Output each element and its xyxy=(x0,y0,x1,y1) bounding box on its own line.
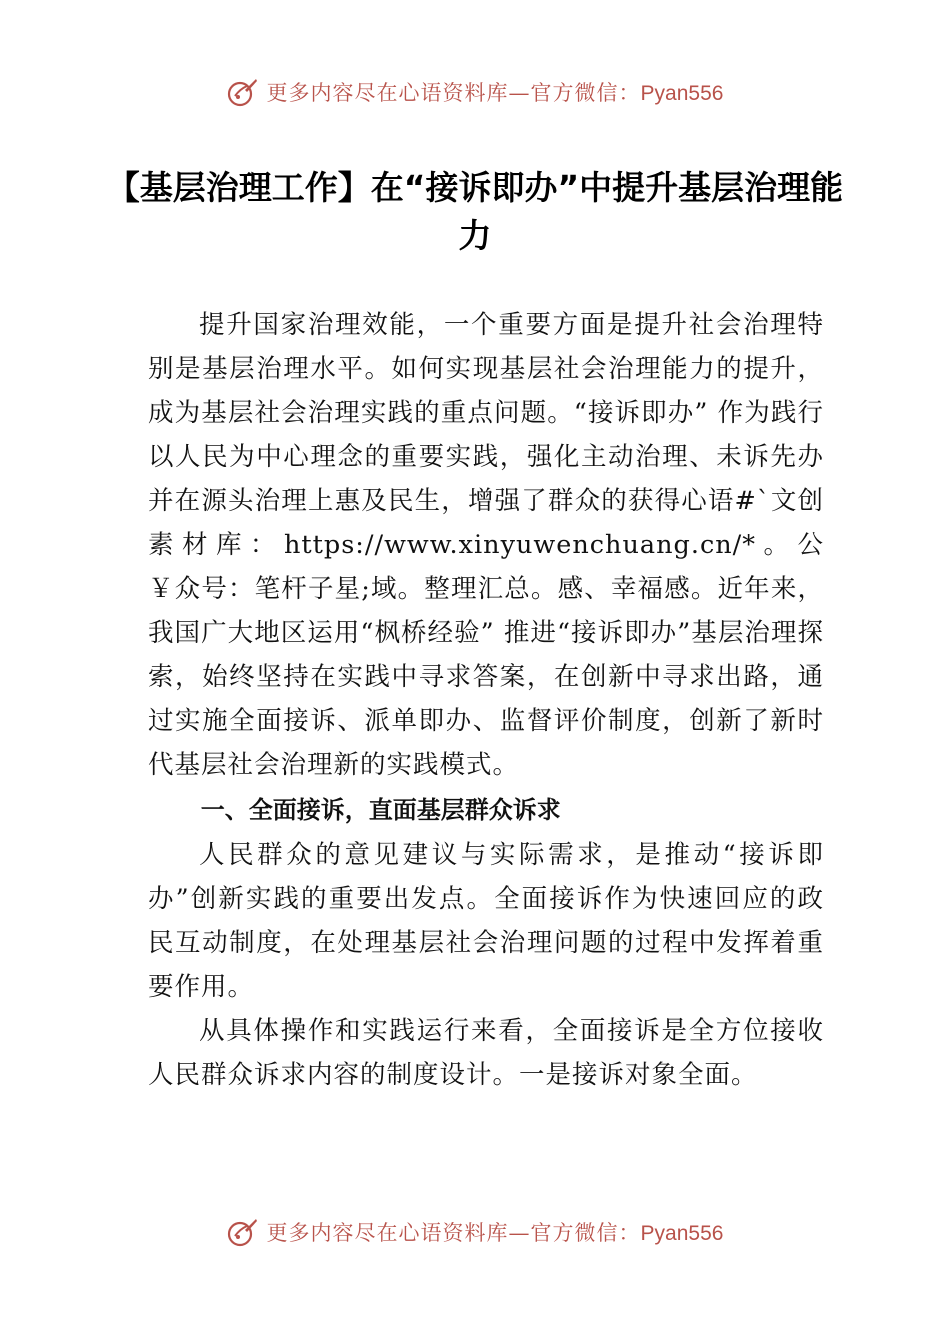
paragraph-intro: 提升国家治理效能，一个重要方面是提升社会治理特别是基层治理水平。如何实现基层社会治理能力的提升，成为基层社会治理实践的重点问题。“接诉即办” 作为践行以人民为中心理念的重要实践，强化主动治理、未诉先办并在源头治理上惠及民生，增强了群众的获得心语#`文创素材库：https://www.xinyuwenchuang.cn/*。公￥众号：笔杆子星;域。整理汇总。感、幸福感。近年来，我国广大地区运用“枫桥经验” 推进“接诉即办”基层治理探索，始终坚持在实践中寻求答案，在创新中寻求出路，通过实施全面接诉、派单即办、监督评价制度，创新了新时代基层社会治理新的实践模式。 xyxy=(148,310,824,780)
footer-banner-text: 更多内容尽在心语资料库—官方微信：Pyan556 xyxy=(266,1221,724,1245)
document-title: 【基层治理工作】在“接诉即办”中提升基层治理能力 xyxy=(106,168,844,255)
pen-nib-logo-icon xyxy=(227,1216,259,1248)
header-wechat-id: Pyan556 xyxy=(640,82,724,105)
document-body xyxy=(148,303,824,1097)
paragraph-section-1: 人民群众的意见建议与实际需求，是推动“接诉即办”创新实践的重要出发点。全面接诉作为快速回应的政民互动制度，在处理基层社会治理问题的过程中发挥着重要作用。 xyxy=(148,840,824,1002)
footer-banner xyxy=(0,1212,950,1252)
header-banner-text: 更多内容尽在心语资料库—官方微信：Pyan556 xyxy=(266,81,724,105)
footer-wechat-id: Pyan556 xyxy=(640,1222,724,1245)
section-heading-1: 一、全面接诉，直面基层群众诉求 xyxy=(200,796,561,824)
paragraph-section-1-continued: 从具体操作和实践运行来看，全面接诉是全方位接收人民群众诉求内容的制度设计。一是接诉对象全面。 xyxy=(148,1016,824,1090)
pen-nib-logo-icon xyxy=(227,76,259,108)
header-banner xyxy=(0,72,950,112)
